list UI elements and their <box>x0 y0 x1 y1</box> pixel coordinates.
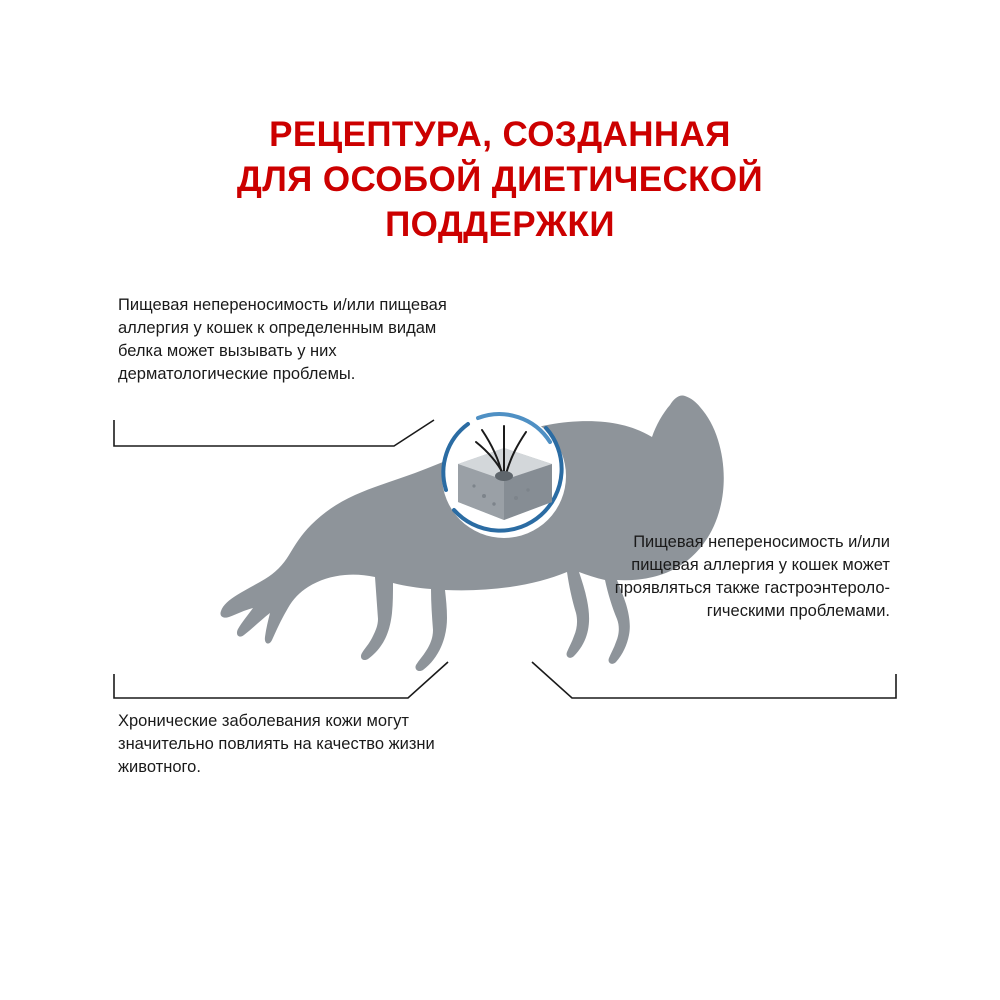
page-title <box>120 112 880 247</box>
page-title-line-2: ДЛЯ ОСОБОЙ ДИЕТИЧЕСКОЙ <box>236 160 764 199</box>
callout-skin-allergy: Пищевая непереносимость и/или пищевая аллергия у кошек к определенным видам белка может вызывать у них дерматологические проблемы. <box>118 296 447 383</box>
callout-chronic-skin: Хронические заболевания кожи могут значительно повлиять на качество жизни животного. <box>118 712 435 776</box>
page-title-line-3: ПОДДЕРЖКИ <box>385 205 615 244</box>
callout-gastro: Пищевая непереносимость и/или пищевая аллергия у кошек может проявляться также гастроэнтероло-гическими проблемами. <box>614 533 890 620</box>
page-title-line-1: РЕЦЕПТУРА, СОЗДАННАЯ <box>269 115 731 154</box>
hair-follicle-cross-section-icon <box>424 398 584 558</box>
